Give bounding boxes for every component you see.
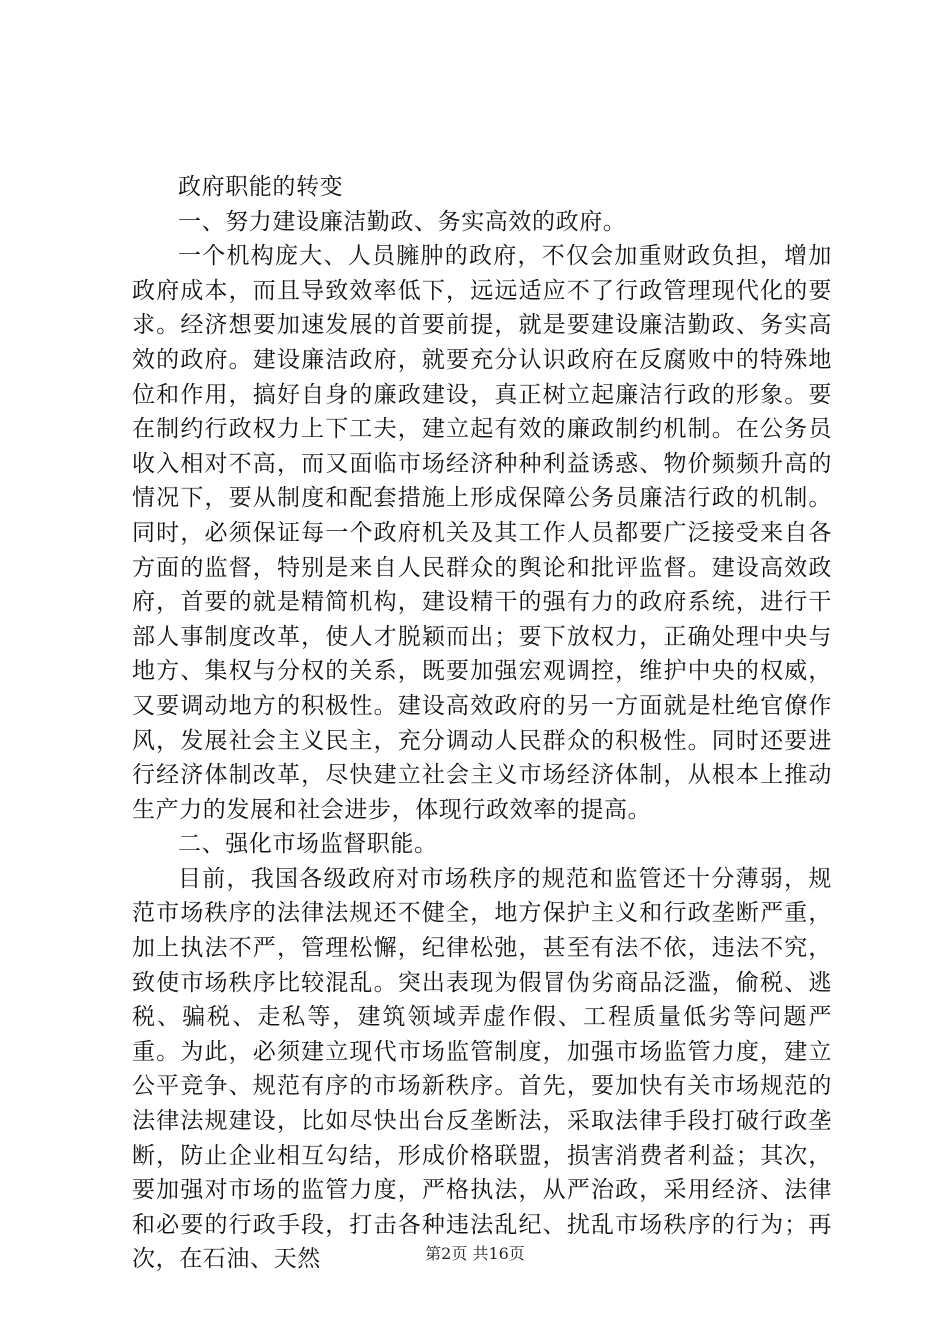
- section-2-paragraph: 目前，我国各级政府对市场秩序的规范和监管还十分薄弱，规范市场秩序的法律法规还不健全，地方保护主义和行政垄断严重，加上执法不严，管理松懈，纪律松弛，甚至有法不依，违法不究，致使市场秩序比较混乱。突出表现为假冒伪劣商品泛滥，偷税、逃税、骗税、走私等，建筑领域弄虚作假、工程质量低劣等问题严重。为此，必须建立现代市场监管制度，加强市场监管力度，建立公平竞争、规范有序的市场新秩序。首先，要加快有关市场规范的法律法规建设，比如尽快出台反垄断法，采取法律手段打破行政垄断，防止企业相互勾结，形成价格联盟，损害消费者利益；其次，要加强对市场的监管力度，严格执法，从严治政，采用经济、法律和必要的行政手段，打击各种违法乱纪、扰乱市场秩序的行为；再次，在石油、天然: [132, 865, 832, 1273]
- section-1-paragraph: 一个机构庞大、人员臃肿的政府，不仅会加重财政负担，增加政府成本，而且导致效率低下，远远适应不了行政管理现代化的要求。经济想要加速发展的首要前提，就是要建设廉洁勤政、务实高效的政府。建设廉洁政府，就要充分认识政府在反腐败中的特殊地位和作用，搞好自身的廉政建设，真正树立起廉洁行政的形象。要在制约行政权力上下工夫，建立起有效的廉政制约机制。在公务员收入相对不高，而又面临市场经济种种利益诱惑、物价频频升高的情况下，要从制度和配套措施上形成保障公务员廉洁行政的机制。同时，必须保证每一个政府机关及其工作人员都要广泛接受来自各方面的监督，特别是来自人民群众的舆论和批评监督。建设高效政府，首要的就是精简机构，建设精干的强有力的政府系统，进行干部人事制度改革，使人才脱颖而出；要下放权力，正确处理中央与地方、集权与分权的关系，既要加强宏观调控，维护中央的权威，又要调动地方的积极性。建设高效政府的另一方面就是杜绝官僚作风，发展社会主义民主，充分调动人民群众的积极性。同时还要进行经济体制改革，尽快建立社会主义市场经济体制，从根本上推动生产力的发展和社会进步，体现行政效率的提高。: [132, 243, 832, 823]
- section-2-heading: 二、强化市场监督职能。: [178, 831, 438, 858]
- section-1-heading: 一、努力建设廉洁勤政、务实高效的政府。: [178, 208, 627, 235]
- document-title: 政府职能的转变: [178, 174, 344, 200]
- document-body: [132, 170, 832, 1277]
- page-footer: 第2页 共16页: [425, 1244, 525, 1263]
